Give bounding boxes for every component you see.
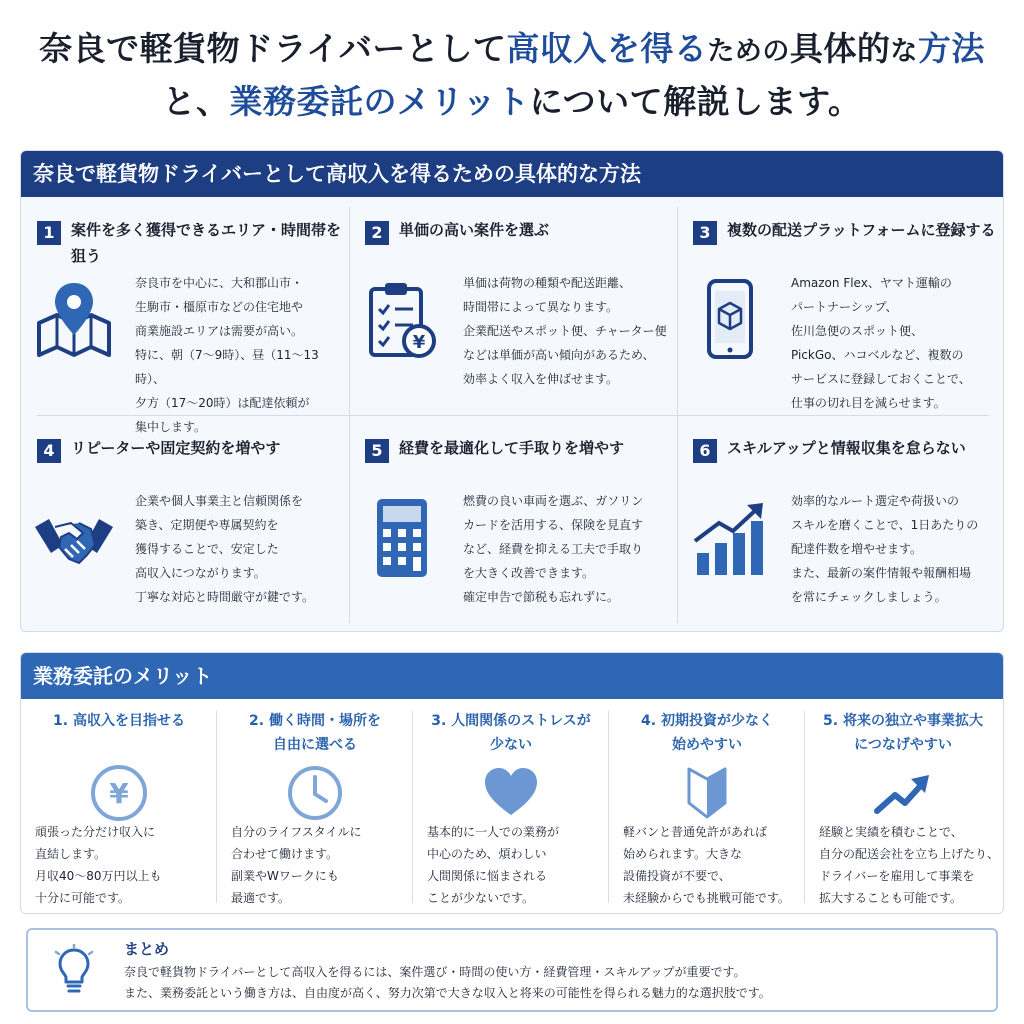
method-text: Amazon Flex、ヤマト運輸の パートナーシップ、 佐川急便のスポット便、 PickGo、ハコベルなど、複数の サービスに登録しておくことで、 仕事の切れ目を減らせます。 <box>791 276 971 410</box>
title-text-small: ための <box>707 36 790 67</box>
method-number: 2 <box>365 221 389 245</box>
title-highlight: 業務委託のメリット <box>229 82 530 121</box>
merit-card-2 <box>217 699 413 914</box>
method-title: 単価の高い案件を選ぶ <box>399 221 550 239</box>
method-text: 奈良市を中心に、大和郡山市・ 生駒市・橿原市などの住宅地や 商業施設エリアは需要が高い。 特に、朝（7〜9時）、昼（11〜13時）、 夕方（17〜20時）は配達依頼が 集中します。 <box>135 276 319 434</box>
method-text: 企業や個人事業主と信頼関係を 築き、定期便や専属契約を 獲得することで、安定した 高収入につながります。 丁寧な対応と時間厳守が鍵です。 <box>135 494 315 604</box>
page-title <box>0 24 1024 127</box>
merit-text: 軽バンと普通免許があれば 始められます。大きな 設備投資が不要で、 未経験からでも挑戦可能です。 <box>623 825 790 905</box>
calculator-icon <box>361 497 443 579</box>
methods-heading: 奈良で軽貨物ドライバーとして高収入を得るための具体的な方法 <box>21 151 1003 197</box>
merit-text: 基本的に一人での業務が 中心のため、煩わしい 人間関係に悩まされる ことが少ないです。 <box>427 825 560 905</box>
method-card-5 <box>349 415 677 632</box>
merits-heading: 業務委託のメリット <box>21 653 1003 699</box>
merit-card-4 <box>609 699 805 914</box>
merit-card-5 <box>805 699 1001 914</box>
summary-text: 奈良で軽貨物ドライバーとして高収入を得るには、案件選び・時間の使い方・経費管理・スキルアップが重要です。 また、業務委託という働き方は、自由度が高く、努力次第で大きな収入と将来の可能性を得られる魅力的な選択肢です。 <box>124 965 771 1000</box>
growth-chart-icon <box>689 497 771 579</box>
title-text: について解説します。 <box>529 82 862 121</box>
title-line-2 <box>0 77 1024 127</box>
merit-title: 2. 働く時間・場所を 自由に選べる <box>249 713 381 753</box>
method-card-3 <box>677 197 1004 415</box>
method-card-1 <box>21 197 349 434</box>
method-text: 効率的なルート選定や荷扱いの スキルを磨くことで、1日あたりの 配達件数を増やせます。 また、最新の案件情報や報酬相場 を常にチェックしましょう。 <box>791 494 979 604</box>
title-highlight: 方法 <box>917 29 985 68</box>
method-text: 単価は荷物の種類や配送距離、 時間帯によって異なります。 企業配送やスポット便、チャーター便 などは単価が高い傾向があるため、 効率よく収入を伸ばせます。 <box>463 276 667 386</box>
method-text: 燃費の良い車両を選ぶ、ガソリン カードを活用する、保険を見直す など、経費を抑える工夫で手取り を大きく改善できます。 確定申告で節税も忘れずに。 <box>463 494 644 604</box>
clock-icon <box>285 763 345 823</box>
merit-card-1 <box>21 699 217 914</box>
method-title: 経費を最適化して手取りを増やす <box>399 439 625 457</box>
clipboard-yen-icon <box>361 279 443 361</box>
method-card-2 <box>349 197 677 415</box>
beginner-mark-icon <box>677 763 737 823</box>
method-number: 4 <box>37 439 61 463</box>
merit-title: 3. 人間関係のストレスが 少ない <box>431 713 591 753</box>
svg-text:¥: ¥ <box>109 777 129 810</box>
title-text: と、 <box>162 82 230 121</box>
title-text: 具体的 <box>789 29 891 68</box>
method-card-6 <box>677 415 1004 632</box>
method-title: リピーターや固定契約を増やす <box>71 439 281 457</box>
heart-icon <box>481 763 541 823</box>
title-text-small: な <box>890 36 918 67</box>
method-title: 案件を多く獲得できるエリア・時間帯を狙う <box>71 221 342 265</box>
handshake-icon <box>33 497 115 579</box>
yen-coin-icon <box>89 763 149 823</box>
merit-title: 4. 初期投資が少なく 始めやすい <box>641 713 773 753</box>
method-title: スキルアップと情報収集を怠らない <box>727 439 966 457</box>
method-number: 1 <box>37 221 61 245</box>
methods-section <box>20 150 1004 632</box>
title-highlight: 高収入を得る <box>506 29 708 68</box>
merits-section <box>20 652 1004 914</box>
method-card-4 <box>21 415 349 632</box>
merit-title: 1. 高収入を目指せる <box>53 713 185 729</box>
summary-box <box>26 928 998 1012</box>
smartphone-box-icon <box>689 279 771 361</box>
merit-text: 頑張った分だけ収入に 直結します。 月収40〜80万円以上も 十分に可能です。 <box>35 825 162 905</box>
method-title: 複数の配送プラットフォームに登録する <box>727 221 996 239</box>
title-line-1 <box>0 24 1024 77</box>
method-number: 3 <box>693 221 717 245</box>
trend-up-arrow-icon <box>873 763 933 823</box>
methods-grid <box>21 197 1004 632</box>
merit-title: 5. 将来の独立や事業拡大 につなげやすい <box>823 713 983 753</box>
method-number: 6 <box>693 439 717 463</box>
title-text: 奈良で軽貨物ドライバーとして <box>39 29 507 68</box>
summary-title: まとめ <box>124 940 170 958</box>
map-pin-icon <box>33 279 115 361</box>
method-number: 5 <box>365 439 389 463</box>
svg-text:¥: ¥ <box>412 332 426 353</box>
merit-text: 自分のライフスタイルに 合わせて働けます。 副業やWワークにも 最適です。 <box>231 825 362 905</box>
merit-card-3 <box>413 699 609 914</box>
merit-text: 経験と実績を積むことで、 自分の配送会社を立ち上げたり、 ドライバーを雇用して事業を 拡大することも可能です。 <box>819 825 1000 905</box>
lightbulb-icon <box>54 944 94 996</box>
